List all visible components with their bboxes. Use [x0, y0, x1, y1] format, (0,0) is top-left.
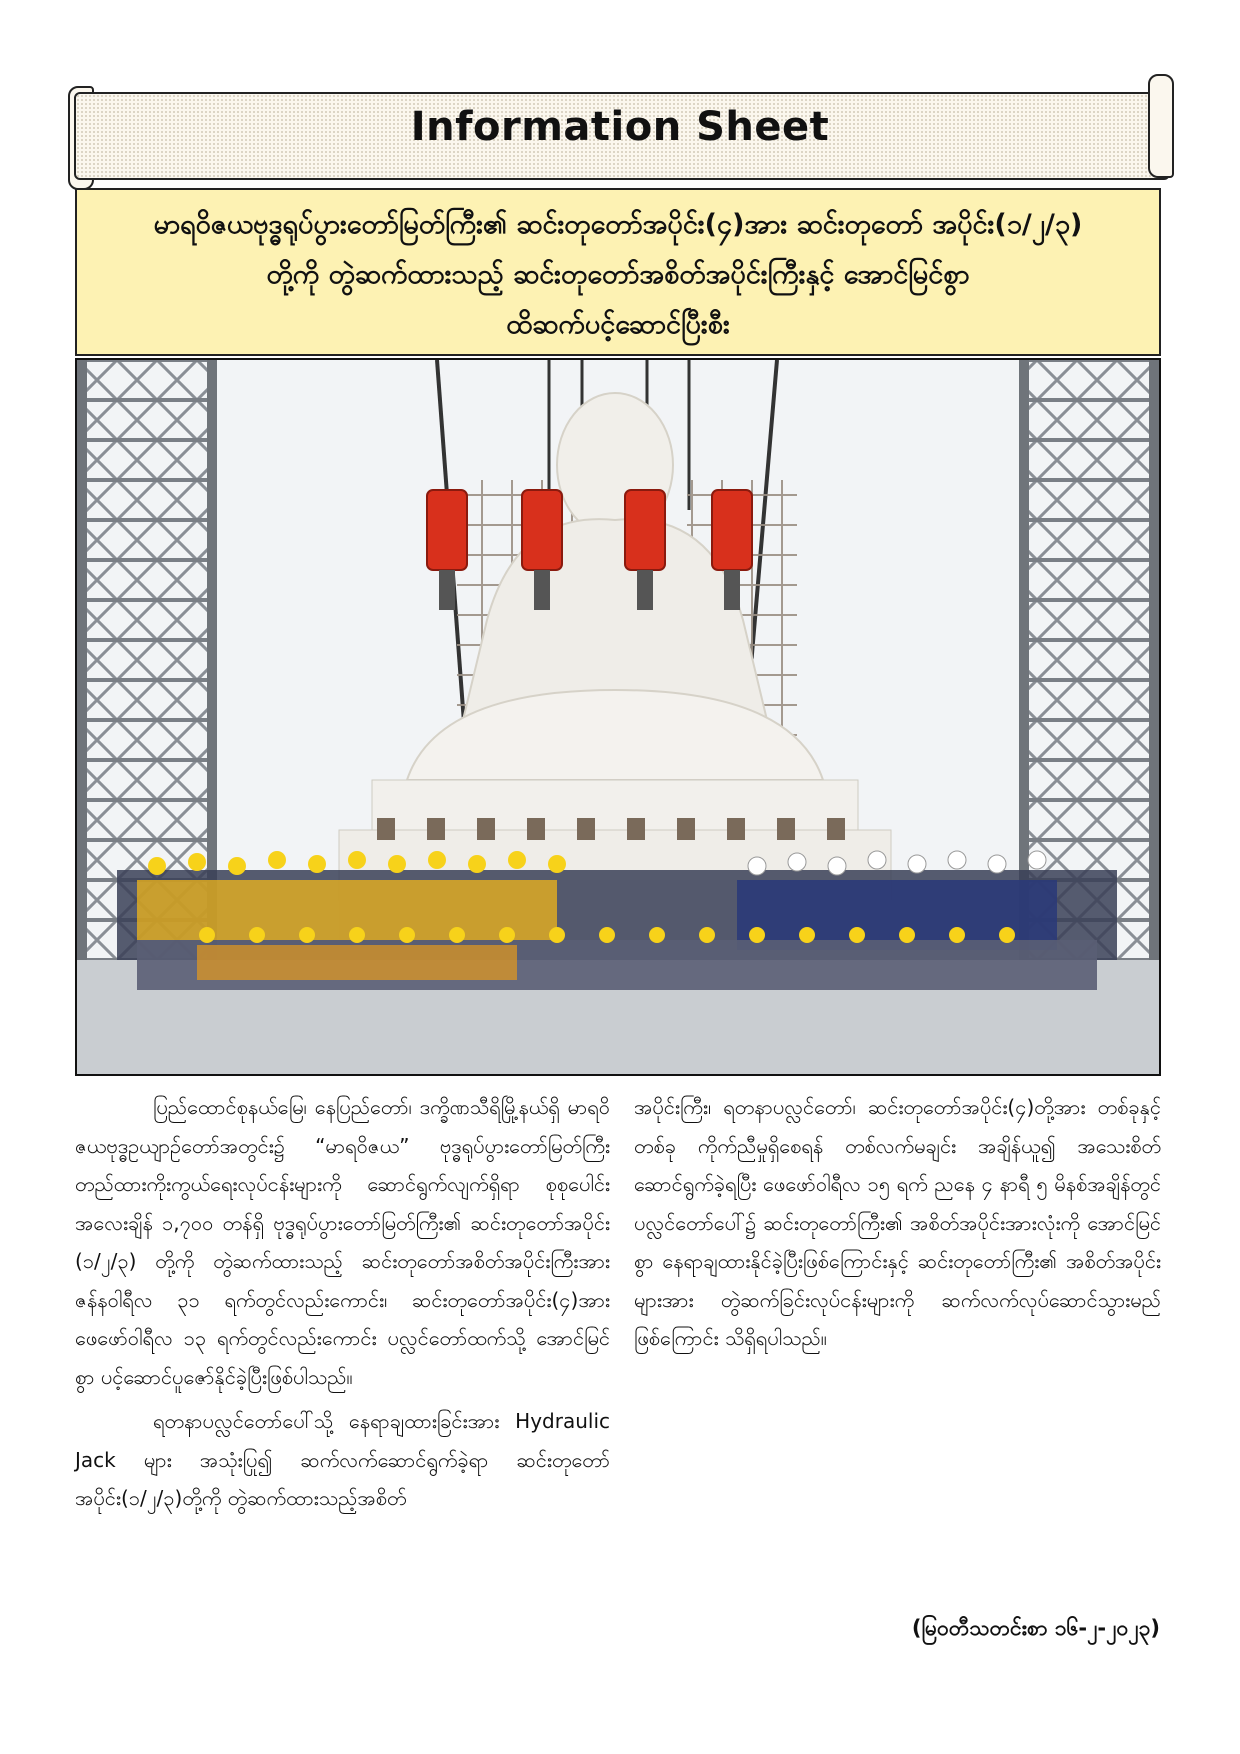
page-title: Information Sheet	[410, 104, 830, 150]
article-paragraph: အပိုင်းကြီး၊ ရတနာပလ္လင်တော်၊ ဆင်းတုတော်အပိုင်း(၄)တို့အား တစ်ခုနှင့်တစ်ခု ကိုက်ညီမှုရှိစေရန် တစ်လက်မချင်း အချိန်ယူ၍ အသေးစိတ်ဆောင်ရွက်ခဲ့ရပြီး ဖေဖော်ဝါရီလ ၁၅ ရက် ညနေ ၄ နာရီ ၅ မိနစ်အချိန်တွင် ပလ္လင်တော်ပေါ်၌ ဆင်းတုတော်ကြီး၏ အစိတ်အပိုင်းအားလုံးကို အောင်မြင်စွာ နေရာချထားနိုင်ခဲ့ပြီးဖြစ်ကြောင်းနှင့် ဆင်းတုတော်ကြီး၏ အစိတ်အပိုင်းများအား တွဲဆက်ခြင်းလုပ်ငန်းများကို ဆက်လက်လုပ်ဆောင်သွားမည်ဖြစ်ကြောင်း သိရှိရပါသည်။	[634, 1095, 1161, 1350]
news-photo	[75, 358, 1161, 1076]
headline-line-3: ထိဆက်ပင့်ဆောင်ပြီးစီး	[506, 309, 730, 340]
article-column-left	[75, 1088, 610, 1518]
article-column-right	[634, 1088, 1161, 1358]
article-paragraph: ပြည်ထောင်စုနယ်မြေ၊ နေပြည်တော်၊ ဒက္ခိဏသီရိမြို့နယ်ရှိ မာရဝိဇယဗုဒ္ဓဥယျာဉ်တော်အတွင်း၌ “မာရဝိဇယ” ဗုဒ္ဓရုပ်ပွားတော်မြတ်ကြီး တည်ထားကိုးကွယ်ရေးလုပ်ငန်းများကို ဆောင်ရွက်လျက်ရှိရာ စုစုပေါင်းအလေးချိန် ၁,၇၀၀ တန်ရှိ ဗုဒ္ဓရုပ်ပွားတော်မြတ်ကြီး၏ ဆင်းတုတော်အပိုင်း (၁/၂/၃) တို့ကို တွဲဆက်ထားသည့် ဆင်းတုတော်အစိတ်အပိုင်းကြီးအား ဇန်နဝါရီလ ၃၁ ရက်တွင်လည်းကောင်း၊ ဆင်းတုတော်အပိုင်း(၄)အား ဖေဖော်ဝါရီလ ၁၃ ရက်တွင်လည်းကောင်း ပလ္လင်တော်ထက်သို့ အောင်မြင်စွာ ပင့်ဆောင်ပူဇော်နိုင်ခဲ့ပြီးဖြစ်ပါသည်။	[75, 1095, 610, 1389]
headline-line-2: တို့ကို တွဲဆက်ထားသည့် ဆင်းတုတော်အစိတ်အပိုင်းကြီးနှင့် အောင်မြင်စွာ	[266, 259, 970, 290]
article-paragraph: ရတနာပလ္လင်တော်ပေါ်သို့ နေရာချထားခြင်းအား Hydraulic Jack များ အသုံးပြု၍ ဆက်လက်ဆောင်ရွက်ခဲ့ရာ ဆင်းတုတော်အပိုင်း(၁/၂/၃)တို့ကို တွဲဆက်ထားသည့်အစိတ်	[75, 1409, 610, 1510]
headline-line-1: မာရဝိဇယဗုဒ္ဓရုပ်ပွားတော်မြတ်ကြီး၏ ဆင်းတုတော်အပိုင်း(၄)အား ဆင်းတုတော် အပိုင်း(၁/၂/၃)	[153, 209, 1083, 240]
source-citation: (မြဝတီသတင်းစာ ၁၆-၂-၂၀၂၃)	[911, 1616, 1160, 1640]
headline-box	[75, 188, 1161, 356]
